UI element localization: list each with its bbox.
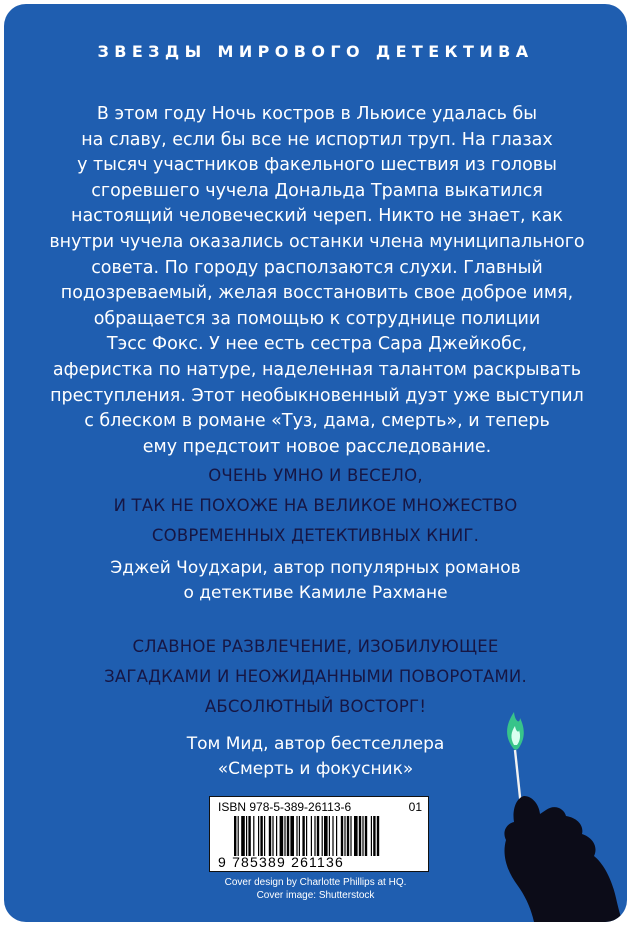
barcode-bar bbox=[238, 816, 239, 856]
isbn-number: ISBN 978-5-389-26113-6 bbox=[218, 800, 352, 814]
barcode-bar bbox=[311, 816, 312, 856]
blurb-line: совета. По городу расползаются слухи. Главный bbox=[91, 257, 543, 278]
attribution-line: о детективе Камиле Рахмане bbox=[183, 583, 448, 603]
barcode-bar bbox=[269, 816, 271, 856]
blurb-line: с блеском в романе «Туз, дама, смерть», и теперь bbox=[84, 411, 550, 432]
isbn-barcode bbox=[209, 796, 429, 872]
blurb-line: у тысяч участников факельного шествия из головы bbox=[77, 155, 557, 176]
blurb-line: внутри чучела оказались останки члена муниципального bbox=[49, 231, 585, 252]
barcode-bar bbox=[317, 816, 319, 856]
barcode-bar bbox=[344, 816, 345, 856]
barcode-bar bbox=[324, 816, 328, 856]
barcode-bars bbox=[234, 816, 420, 856]
barcode-bar bbox=[276, 816, 277, 856]
blurb-line: подозреваемый, желая восстановить свое доброе имя, bbox=[60, 283, 574, 304]
credit-line: Cover design by Charlotte Phillips at HQ. bbox=[224, 877, 407, 888]
quote-line: СЛАВНОЕ РАЗВЛЕЧЕНИЕ, ИЗОБИЛУЮЩЕЕ bbox=[132, 637, 499, 656]
quote-line: АБСОЛЮТНЫЙ ВОСТОРГ! bbox=[204, 697, 427, 716]
blurb-line: настоящий человеческий череп. Никто не знает, как bbox=[71, 206, 563, 227]
book-back-cover bbox=[4, 4, 627, 922]
series-title: ЗВЕЗДЫ МИРОВОГО ДЕТЕКТИВА bbox=[97, 42, 534, 61]
blurb-line: сгоревшего чучела Дональда Трампа выкатился bbox=[91, 180, 543, 201]
attribution-line: Том Мид, автор бестселлера bbox=[186, 734, 445, 754]
barcode-bar bbox=[260, 816, 262, 856]
barcode-bar bbox=[296, 816, 297, 856]
barcode-bar bbox=[332, 816, 333, 856]
barcode-bar bbox=[329, 816, 330, 856]
barcode-bar bbox=[314, 816, 315, 856]
quote-line: И ТАК НЕ ПОХОЖЕ НА ВЕЛИКОЕ МНОЖЕСТВО bbox=[113, 496, 518, 515]
quote-line: СОВРЕМЕННЫХ ДЕТЕКТИВНЫХ КНИГ. bbox=[151, 526, 480, 545]
barcode-bar bbox=[248, 816, 250, 856]
hand-silhouette-icon bbox=[504, 796, 627, 922]
barcode-bar bbox=[264, 816, 265, 856]
barcode-bar bbox=[290, 816, 294, 856]
barcode-bar bbox=[284, 816, 285, 856]
blurb-line: ему предстоит новое расследование. bbox=[142, 436, 492, 457]
review-quote-1 bbox=[24, 461, 607, 551]
quote-line: ЗАГАДКАМИ И НЕОЖИДАННЫМИ ПОВОРОТАМИ. bbox=[104, 667, 527, 686]
attribution-line: «Смерть и фокусник» bbox=[217, 759, 414, 779]
barcode-bar bbox=[253, 816, 254, 856]
barcode-digits: 9 785389 261136 bbox=[218, 854, 344, 870]
barcode-bar bbox=[241, 816, 245, 856]
barcode-bar bbox=[234, 816, 236, 856]
barcode-bar bbox=[302, 816, 304, 856]
isbn-addon: 01 bbox=[408, 800, 422, 814]
barcode-bar bbox=[347, 816, 349, 856]
barcode-bar bbox=[350, 816, 351, 856]
barcode-bar bbox=[365, 816, 367, 856]
barcode-bar bbox=[341, 816, 343, 856]
quote-line: ОЧЕНЬ УМНО И ВЕСЕЛО, bbox=[208, 466, 423, 485]
blurb-line: обращается за помощью к сотруднице полиции bbox=[93, 308, 541, 329]
blurb-line: В этом году Ночь костров в Льюисе удалась бы bbox=[96, 104, 538, 124]
barcode-bar bbox=[336, 816, 337, 856]
barcode-bar bbox=[287, 816, 289, 856]
attribution-line: Эджей Чоудхари, автор популярных романов bbox=[110, 558, 521, 578]
barcode-bar bbox=[373, 816, 375, 856]
barcode-bar bbox=[377, 816, 379, 856]
blurb-line: аферистка по натуре, наделенная талантом раскрывать bbox=[52, 359, 582, 380]
barcode-bar bbox=[246, 816, 247, 856]
blurb-line: Тэсс Фокс. У нее есть сестра Сара Джейкобс, bbox=[106, 334, 528, 355]
barcode-bar bbox=[258, 816, 259, 856]
barcode-bar bbox=[322, 816, 323, 856]
barcode-bar bbox=[299, 816, 300, 856]
blurb-line: на славу, если бы все не испортил труп. На глазах bbox=[81, 129, 553, 150]
barcode-bar bbox=[306, 816, 307, 856]
barcode-bar bbox=[359, 816, 361, 856]
barcode-bar bbox=[371, 816, 372, 856]
barcode-bar bbox=[362, 816, 363, 856]
barcode-bar bbox=[272, 816, 273, 856]
barcode-bar bbox=[280, 816, 284, 856]
credit-line: Cover image: Shutterstock bbox=[256, 890, 375, 901]
blurb-line: преступления. Этот необыкновенный дуэт уже выступил bbox=[50, 385, 584, 406]
cover-credits bbox=[4, 876, 627, 902]
review-attribution-1 bbox=[24, 556, 607, 606]
blurb-text bbox=[44, 102, 590, 460]
barcode-bar bbox=[354, 816, 358, 856]
